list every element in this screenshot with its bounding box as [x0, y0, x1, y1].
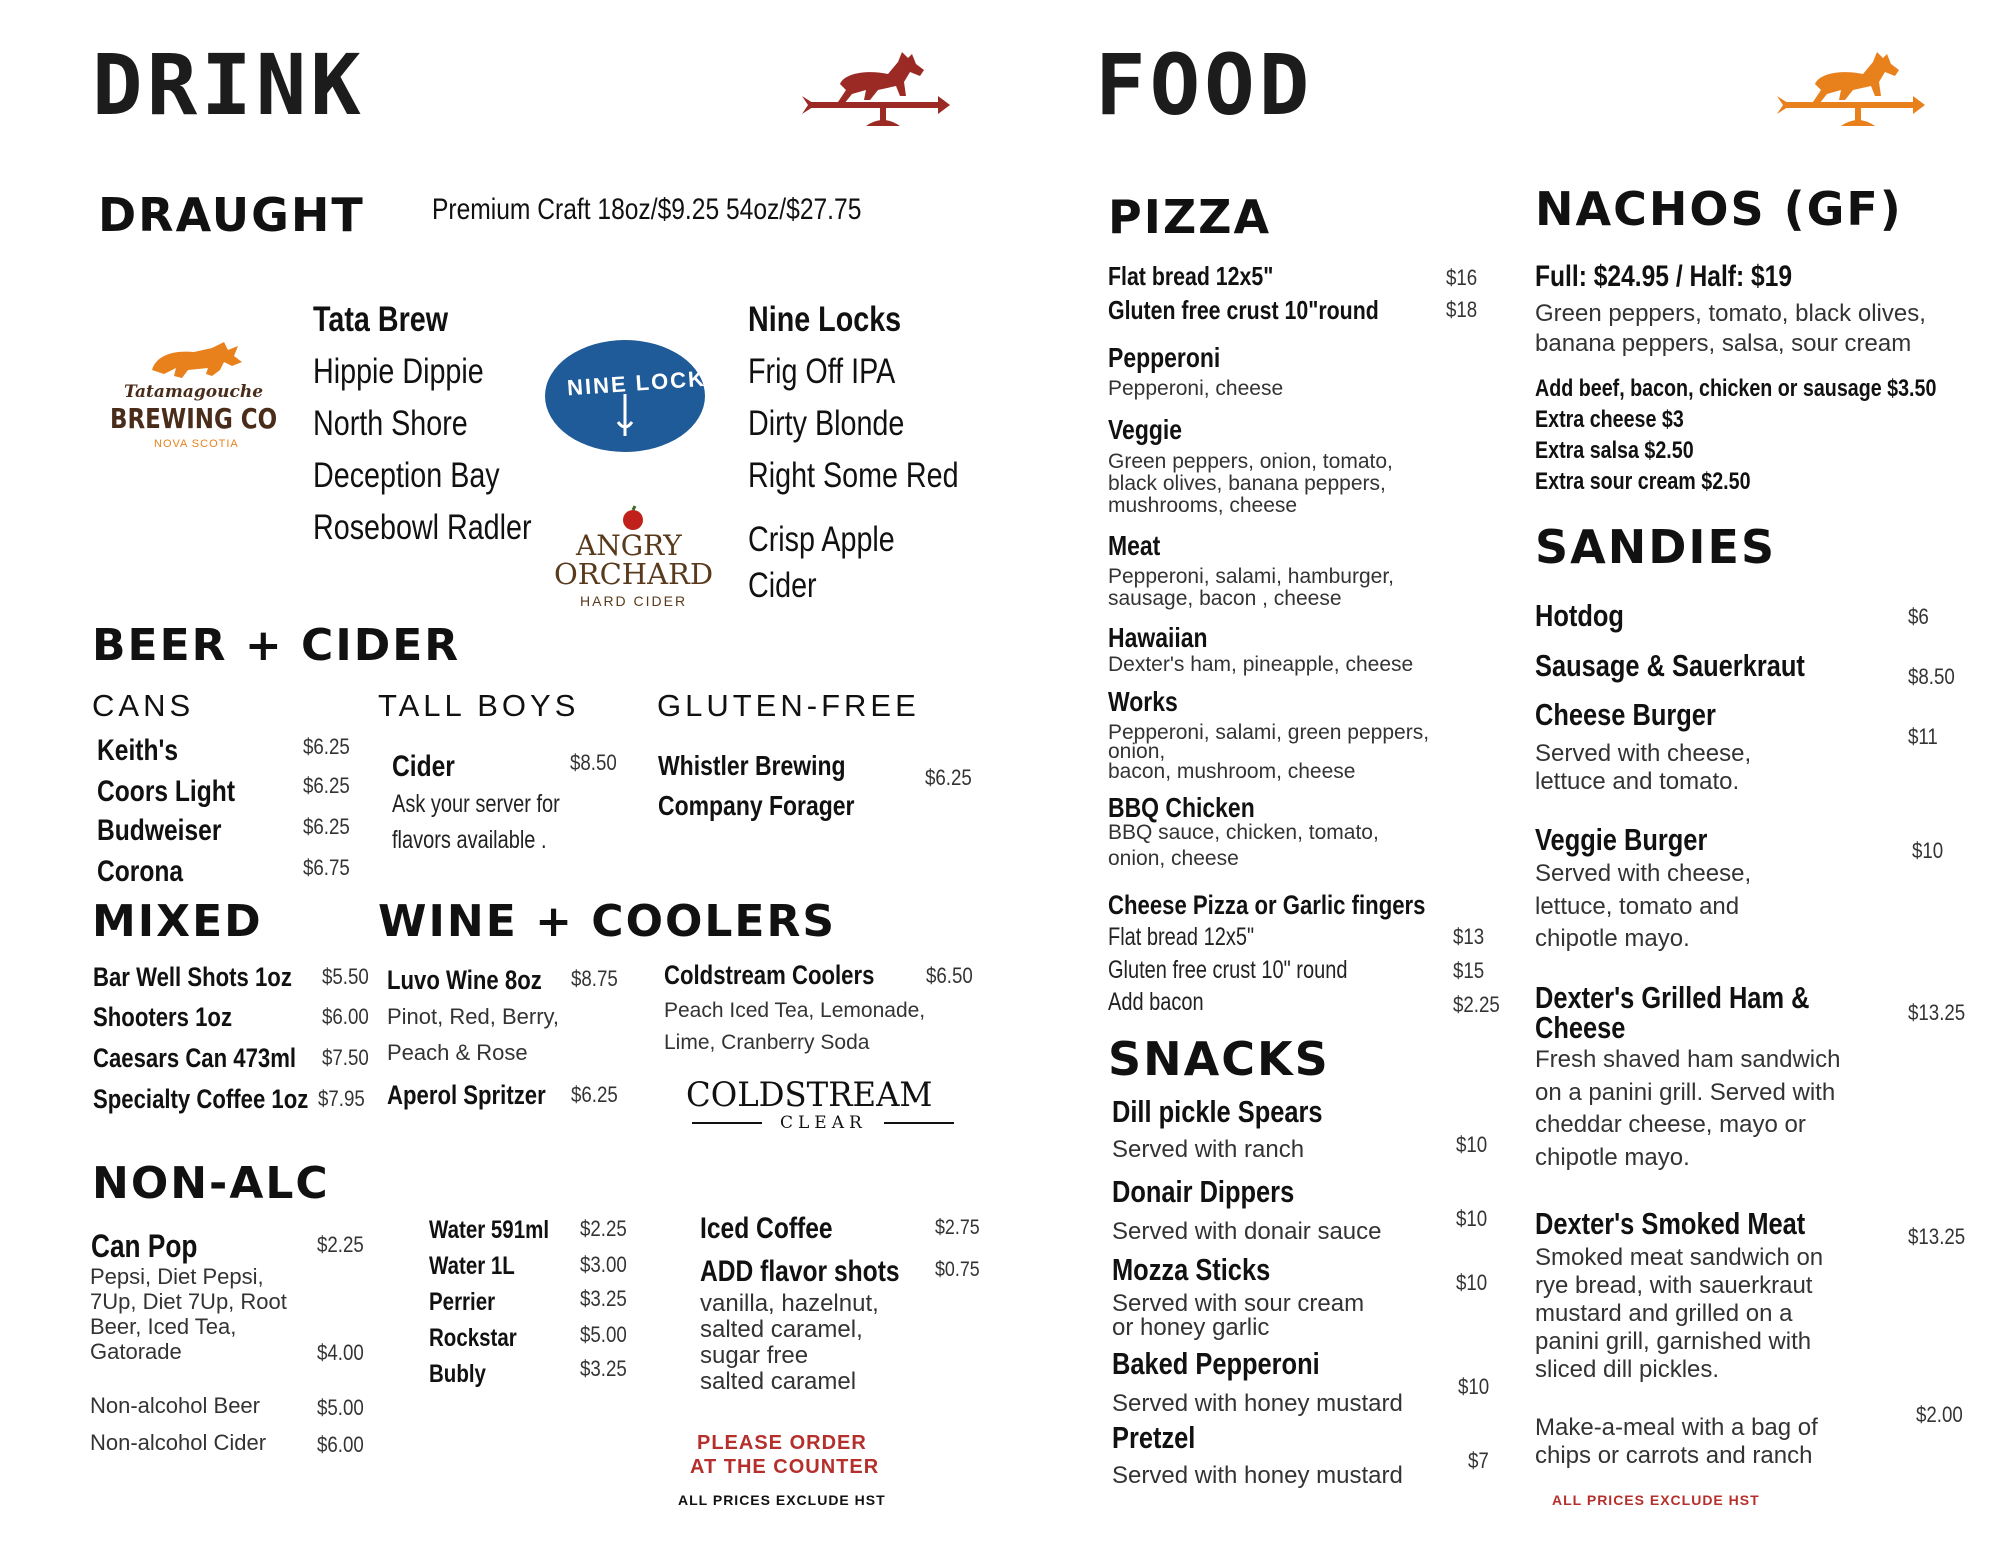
mixed-price-2: $6.00: [322, 1004, 369, 1029]
bull-icon: [142, 340, 252, 380]
ham-desc-1: Fresh shaved ham sandwich: [1535, 1046, 1841, 1073]
coldstream-logo-sub: CLEAR: [780, 1113, 867, 1133]
mixed-price-4: $7.95: [318, 1086, 365, 1111]
snack-2-desc: Served with donair sauce: [1112, 1218, 1382, 1245]
luvo-desc-1: Pinot, Red, Berry,: [387, 1004, 559, 1029]
cheeseburger-desc-2: lettuce and tomato.: [1535, 768, 1740, 795]
cans-price-1: $6.25: [303, 734, 350, 759]
veggie-burger-desc-2: lettuce, tomato and: [1535, 893, 1740, 920]
nachos-extra-4: Extra sour cream $2.50: [1535, 468, 1751, 495]
snacks-heading: SNACKS: [1108, 1032, 1330, 1086]
tall-note-2: flavors available .: [392, 826, 547, 854]
snack-2-price: $10: [1456, 1206, 1488, 1231]
tata-item-2: North Shore: [313, 404, 468, 443]
water-item-4: Rockstar: [429, 1324, 517, 1352]
bbq-desc-2: onion, cheese: [1108, 847, 1239, 870]
apple-icon: [620, 505, 646, 531]
veggie-desc-1: Green peppers, onion, tomato,: [1108, 450, 1393, 473]
tall-cider-name: Cider: [392, 750, 455, 783]
mixed-item-2: Shooters 1oz: [93, 1002, 233, 1032]
coldstream-logo-rule-right: [884, 1122, 954, 1124]
water-price-3: $3.25: [580, 1286, 627, 1311]
non-alc-cider-price: $6.00: [317, 1432, 364, 1457]
make-meal-desc-1: Make-a-meal with a bag of: [1535, 1414, 1818, 1441]
veggie-burger-desc-1: Served with cheese,: [1535, 860, 1752, 887]
cheeseburger-price: $11: [1908, 724, 1938, 749]
smoked-desc-1: Smoked meat sandwich on: [1535, 1244, 1824, 1271]
drink-hst-notice: ALL PRICES EXCLUDE HST: [678, 1492, 886, 1508]
tata-logo-main: BREWING CO: [110, 402, 278, 435]
flavor-desc-4: salted caramel: [700, 1368, 857, 1395]
gf-name-2: Company Forager: [658, 790, 855, 821]
pizza-bbq: BBQ Chicken: [1108, 792, 1255, 823]
food-hst-notice: ALL PRICES EXCLUDE HST: [1552, 1492, 1760, 1508]
flavor-desc-3: sugar free: [700, 1342, 809, 1369]
sandies-heading: SANDIES: [1535, 520, 1777, 574]
pizza-works: Works: [1108, 686, 1178, 717]
water-item-5: Bubly: [429, 1360, 486, 1388]
tata-item-3: Deception Bay: [313, 456, 500, 495]
coldstream-logo-rule-left: [692, 1122, 762, 1124]
bbq-desc-1: BBQ sauce, chicken, tomato,: [1108, 821, 1379, 844]
coldstream-price: $6.50: [926, 963, 973, 988]
cheese-line-1: Flat bread 12x5": [1108, 923, 1255, 951]
drink-title: DRINK: [92, 36, 365, 134]
cans-price-3: $6.25: [303, 814, 350, 839]
food-title: FOOD: [1095, 36, 1314, 134]
cheese-pizza-name: Cheese Pizza or Garlic fingers: [1108, 890, 1426, 920]
wine-coolers-heading: WINE + COOLERS: [378, 896, 837, 947]
tata-logo-sub: NOVA SCOTIA: [154, 438, 239, 450]
nine-item-1: Frig Off IPA: [748, 352, 896, 391]
smoked-desc-3: mustard and grilled on a: [1535, 1300, 1793, 1327]
snack-3-name: Mozza Sticks: [1112, 1252, 1271, 1287]
non-alc-heading: NON-ALC: [92, 1158, 330, 1209]
horse-weathervane-icon: [1775, 44, 1925, 134]
smoked-meat-name: Dexter's Smoked Meat: [1535, 1206, 1806, 1241]
nine-locks-name: Nine Locks: [748, 300, 902, 339]
tata-logo-script: Tatamagouche: [124, 382, 264, 402]
coldstream-name: Coldstream Coolers: [664, 960, 875, 990]
mixed-price-3: $7.50: [322, 1045, 369, 1070]
draught-price-line: Premium Craft 18oz/$9.25 54oz/$27.75: [432, 193, 862, 226]
pizza-flat: Flat bread 12x5": [1108, 261, 1274, 291]
water-item-1: Water 591ml: [429, 1216, 550, 1244]
can-pop-desc-2: 7Up, Diet 7Up, Root: [90, 1289, 287, 1314]
veggie-burger-name: Veggie Burger: [1535, 822, 1708, 857]
snack-5-desc: Served with honey mustard: [1112, 1462, 1403, 1489]
snack-5-price: $7: [1468, 1448, 1489, 1473]
horse-weathervane-icon: [800, 44, 950, 134]
coldstream-desc-1: Peach Iced Tea, Lemonade,: [664, 999, 926, 1022]
nine-item-2: Dirty Blonde: [748, 404, 905, 443]
sausage-name: Sausage & Sauerkraut: [1535, 648, 1805, 683]
nachos-extra-1: Add beef, bacon, chicken or sausage $3.50: [1535, 375, 1937, 402]
make-meal-desc-2: chips or carrots and ranch: [1535, 1442, 1813, 1469]
water-item-3: Perrier: [429, 1288, 496, 1316]
hotdog-price: $6: [1908, 604, 1929, 629]
nachos-desc-1: Green peppers, tomato, black olives,: [1535, 300, 1926, 327]
tall-note-1: Ask your server for: [392, 790, 560, 818]
ham-desc-2: on a panini grill. Served with: [1535, 1079, 1836, 1106]
cans-price-4: $6.75: [303, 855, 350, 880]
cider-line-2: Cider: [748, 566, 817, 605]
water-price-5: $3.25: [580, 1356, 627, 1381]
ham-price: $13.25: [1908, 1000, 1966, 1025]
cans-item-1: Keith's: [97, 734, 179, 767]
luvo-name: Luvo Wine 8oz: [387, 965, 542, 995]
snack-1-name: Dill pickle Spears: [1112, 1094, 1323, 1129]
non-alc-cider-name: Non-alcohol Cider: [90, 1430, 267, 1455]
smoked-desc-2: rye bread, with sauerkraut: [1535, 1272, 1813, 1299]
coldstream-logo-main: COLDSTREAM: [686, 1075, 933, 1115]
gf-name-1: Whistler Brewing: [658, 750, 846, 781]
can-pop-name: Can Pop: [91, 1228, 198, 1264]
sausage-price: $8.50: [1908, 664, 1955, 689]
snack-4-desc: Served with honey mustard: [1112, 1390, 1403, 1417]
aperol-name: Aperol Spritzer: [387, 1080, 546, 1110]
pizza-meat: Meat: [1108, 530, 1161, 561]
ham-desc-3: cheddar cheese, mayo or: [1535, 1111, 1806, 1138]
pizza-pepperoni: Pepperoni: [1108, 342, 1221, 373]
ham-name-1: Dexter's Grilled Ham &: [1535, 980, 1810, 1015]
can-pop-price: $2.25: [317, 1232, 364, 1257]
snack-1-desc: Served with ranch: [1112, 1136, 1305, 1163]
ham-name-2: Cheese: [1535, 1010, 1626, 1045]
can-pop-desc-1: Pepsi, Diet Pepsi,: [90, 1264, 264, 1289]
nine-locks-logo-text: NINE LOCKS: [566, 364, 724, 401]
pizza-flat-price: $16: [1446, 265, 1478, 290]
flavor-shots-price: $0.75: [935, 1258, 980, 1281]
angry-line1: ANGRY: [576, 529, 682, 562]
smoked-desc-5: sliced dill pickles.: [1535, 1356, 1720, 1383]
snack-3-desc-1: Served with sour cream: [1112, 1290, 1365, 1317]
non-alc-beer-name: Non-alcohol Beer: [90, 1393, 260, 1418]
mixed-item-1: Bar Well Shots 1oz: [93, 962, 292, 992]
meat-desc-1: Pepperoni, salami, hamburger,: [1108, 565, 1394, 588]
tall-boys-heading: TALL BOYS: [378, 688, 580, 723]
angry-line3: HARD CIDER: [580, 593, 688, 609]
order-notice-line-1: PLEASE ORDER: [697, 1432, 867, 1454]
cans-item-4: Corona: [97, 855, 184, 888]
mixed-heading: MIXED: [92, 896, 263, 947]
cheese-line-3-price: $2.25: [1453, 992, 1500, 1017]
hawaiian-desc: Dexter's ham, pineapple, cheese: [1108, 653, 1414, 676]
pizza-gf: Gluten free crust 10"round: [1108, 295, 1379, 325]
gluten-free-heading: GLUTEN-FREE: [657, 688, 920, 723]
pizza-heading: PIZZA: [1108, 190, 1272, 244]
can-pop-desc-4: Gatorade: [90, 1339, 182, 1364]
paddler-icon: [615, 392, 635, 438]
veggie-desc-2: black olives, banana peppers,: [1108, 472, 1386, 495]
snack-4-price: $10: [1458, 1374, 1490, 1399]
nachos-heading: NACHOS (GF): [1535, 182, 1903, 236]
smoked-desc-4: panini grill, garnished with: [1535, 1328, 1812, 1355]
water-price-1: $2.25: [580, 1216, 627, 1241]
water-price-2: $3.00: [580, 1252, 627, 1277]
pepperoni-desc: Pepperoni, cheese: [1108, 377, 1284, 400]
veggie-burger-price: $10: [1912, 838, 1944, 863]
aperol-price: $6.25: [571, 1082, 618, 1107]
coldstream-desc-2: Lime, Cranberry Soda: [664, 1031, 870, 1054]
cheese-line-2: Gluten free crust 10" round: [1108, 956, 1348, 984]
cider-line-1: Crisp Apple: [748, 520, 895, 559]
tata-item-1: Hippie Dippie: [313, 352, 484, 391]
angry-orchard-logo: [550, 505, 714, 609]
beer-cider-heading: BEER + CIDER: [92, 620, 461, 671]
nachos-extra-2: Extra cheese $3: [1535, 406, 1684, 433]
cans-item-3: Budweiser: [97, 814, 222, 847]
snack-3-price: $10: [1456, 1270, 1488, 1295]
pizza-gf-price: $18: [1446, 297, 1478, 322]
gatorade-price: $4.00: [317, 1340, 364, 1365]
cans-heading: CANS: [92, 688, 195, 723]
mixed-price-1: $5.50: [322, 964, 369, 989]
nachos-price: Full: $24.95 / Half: $19: [1535, 260, 1793, 293]
can-pop-desc-3: Beer, Iced Tea,: [90, 1314, 237, 1339]
non-alc-beer-price: $5.00: [317, 1395, 364, 1420]
hotdog-name: Hotdog: [1535, 598, 1624, 633]
works-desc-3: bacon, mushroom, cheese: [1108, 760, 1356, 783]
snack-4-name: Baked Pepperoni: [1112, 1346, 1320, 1381]
cans-item-2: Coors Light: [97, 775, 236, 808]
luvo-desc-2: Peach & Rose: [387, 1040, 528, 1065]
veggie-burger-desc-3: chipotle mayo.: [1535, 925, 1690, 952]
gf-price: $6.25: [925, 765, 972, 790]
snack-2-name: Donair Dippers: [1112, 1174, 1295, 1209]
iced-coffee-name: Iced Coffee: [700, 1212, 833, 1245]
snack-5-name: Pretzel: [1112, 1420, 1196, 1455]
flavor-shots-name: ADD flavor shots: [700, 1255, 900, 1288]
tall-cider-price: $8.50: [570, 750, 617, 775]
snack-1-price: $10: [1456, 1132, 1488, 1157]
cheeseburger-desc-1: Served with cheese,: [1535, 740, 1752, 767]
works-desc-1: Pepperoni, salami, green peppers,: [1108, 721, 1430, 744]
nine-item-3: Right Some Red: [748, 456, 959, 495]
order-notice-line-2: AT THE COUNTER: [690, 1456, 880, 1478]
flavor-desc-2: salted caramel,: [700, 1316, 863, 1343]
cans-price-2: $6.25: [303, 773, 350, 798]
cheeseburger-name: Cheese Burger: [1535, 697, 1716, 732]
tata-brew-name: Tata Brew: [313, 300, 449, 339]
pizza-veggie: Veggie: [1108, 414, 1183, 445]
iced-coffee-price: $2.75: [935, 1216, 980, 1239]
angry-line2: ORCHARD: [554, 557, 714, 591]
make-meal-price: $2.00: [1916, 1402, 1963, 1427]
mixed-item-4: Specialty Coffee 1oz: [93, 1084, 309, 1114]
nachos-extra-3: Extra salsa $2.50: [1535, 437, 1694, 464]
veggie-desc-3: mushrooms, cheese: [1108, 494, 1298, 517]
flavor-desc-1: vanilla, hazelnut,: [700, 1290, 879, 1317]
tatamagouche-logo: [110, 340, 285, 460]
tata-item-4: Rosebowl Radler: [313, 508, 532, 547]
draught-heading: DRAUGHT: [98, 188, 365, 242]
nachos-desc-2: banana peppers, salsa, sour cream: [1535, 330, 1912, 357]
cheese-line-3: Add bacon: [1108, 988, 1204, 1016]
luvo-price: $8.75: [571, 966, 618, 991]
works-desc-2: onion,: [1108, 740, 1166, 763]
coldstream-logo: [686, 1075, 966, 1135]
cheese-line-1-price: $13: [1453, 924, 1485, 949]
cheese-line-2-price: $15: [1453, 958, 1485, 983]
pizza-hawaiian: Hawaiian: [1108, 622, 1208, 653]
ham-desc-4: chipotle mayo.: [1535, 1144, 1690, 1171]
mixed-item-3: Caesars Can 473ml: [93, 1043, 297, 1073]
water-price-4: $5.00: [580, 1322, 627, 1347]
smoked-meat-price: $13.25: [1908, 1224, 1966, 1249]
water-item-2: Water 1L: [429, 1252, 515, 1280]
meat-desc-2: sausage, bacon , cheese: [1108, 587, 1342, 610]
nine-locks-logo: [545, 340, 724, 452]
snack-3-desc-2: or honey garlic: [1112, 1314, 1270, 1341]
